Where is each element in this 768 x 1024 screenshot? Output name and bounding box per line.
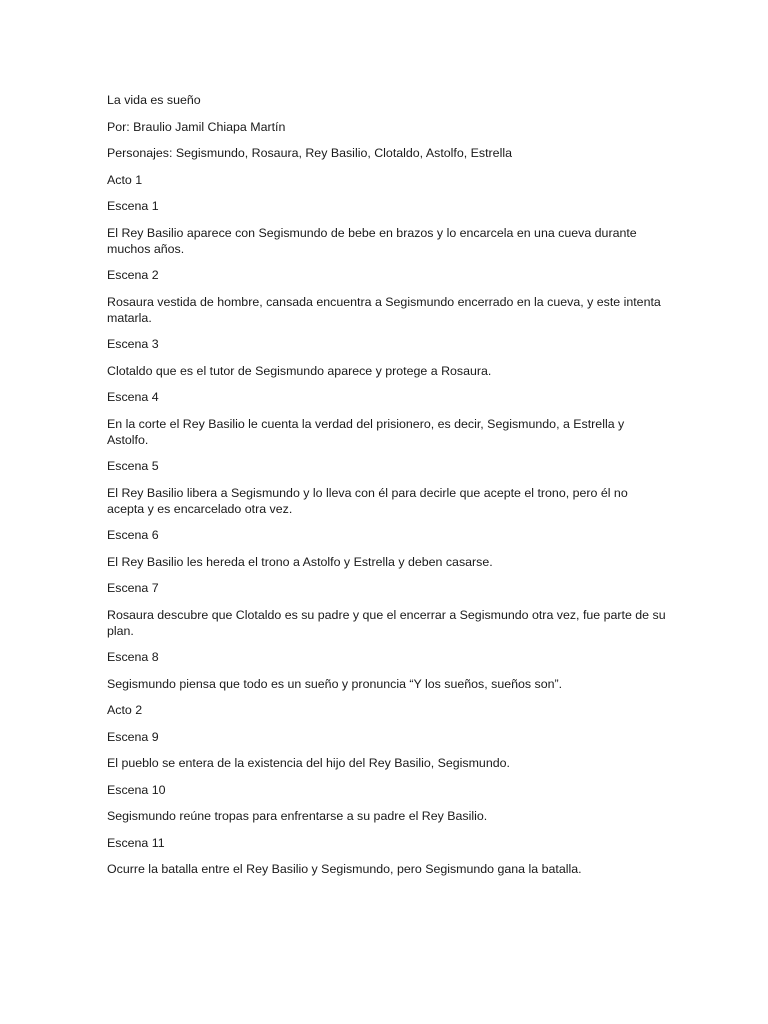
scene-text: Ocurre la batalla entre el Rey Basilio y Segismundo, pero Segismundo gana la batalla.: [107, 862, 582, 876]
scene-text: El Rey Basilio libera a Segismundo y lo lleva con él para decirle que acepte el trono, pero él no acepta y es encarcelado otra vez.: [107, 485, 628, 516]
document-characters: Personajes: Segismundo, Rosaura, Rey Basilio, Clotaldo, Astolfo, Estrella: [107, 146, 512, 160]
act-heading-2: Acto 2: [107, 703, 143, 717]
document-body: [107, 92, 667, 888]
scene-heading: Escena 11: [107, 835, 165, 850]
scene-heading: Escena 9: [107, 729, 159, 744]
scene-text: Clotaldo que es el tutor de Segismundo aparece y protege a Rosaura.: [107, 363, 492, 378]
scene-heading: Escena 1: [107, 199, 159, 213]
scene-heading: Escena 10: [107, 782, 166, 797]
scene-text: Rosaura vestida de hombre, cansada encuentra a Segismundo encerrado en la cueva, y este intenta matarla.: [107, 294, 661, 325]
scene-text: En la corte el Rey Basilio le cuenta la verdad del prisionero, es decir, Segismundo, a Estrella y Astolfo.: [107, 416, 625, 447]
document-author: Por: Braulio Jamil Chiapa Martín: [107, 119, 286, 134]
scene-heading: Escena 5: [107, 459, 159, 473]
scene-text: Segismundo piensa que todo es un sueño y pronuncia “Y los sueños, sueños son”.: [107, 676, 563, 691]
scene-heading: Escena 6: [107, 528, 159, 542]
scene-text: El Rey Basilio aparece con Segismundo de bebe en brazos y lo encarcela en una cueva durante muchos años.: [107, 225, 637, 256]
scene-text: Rosaura descubre que Clotaldo es su padre y que el encerrar a Segismundo otra vez, fue parte de su plan.: [107, 607, 666, 638]
scene-heading: Escena 3: [107, 337, 159, 351]
scene-heading: Escena 7: [107, 581, 159, 595]
document-title: La vida es sueño: [107, 93, 201, 107]
scene-heading: Escena 8: [107, 650, 159, 664]
scene-heading: Escena 4: [107, 390, 159, 404]
scene-text: El pueblo se entera de la existencia del hijo del Rey Basilio, Segismundo.: [107, 756, 510, 770]
scene-text: Segismundo reúne tropas para enfrentarse a su padre el Rey Basilio.: [107, 809, 488, 823]
scene-heading: Escena 2: [107, 268, 159, 282]
act-heading-1: Acto 1: [107, 172, 143, 187]
scene-text: El Rey Basilio les hereda el trono a Astolfo y Estrella y deben casarse.: [107, 554, 493, 569]
